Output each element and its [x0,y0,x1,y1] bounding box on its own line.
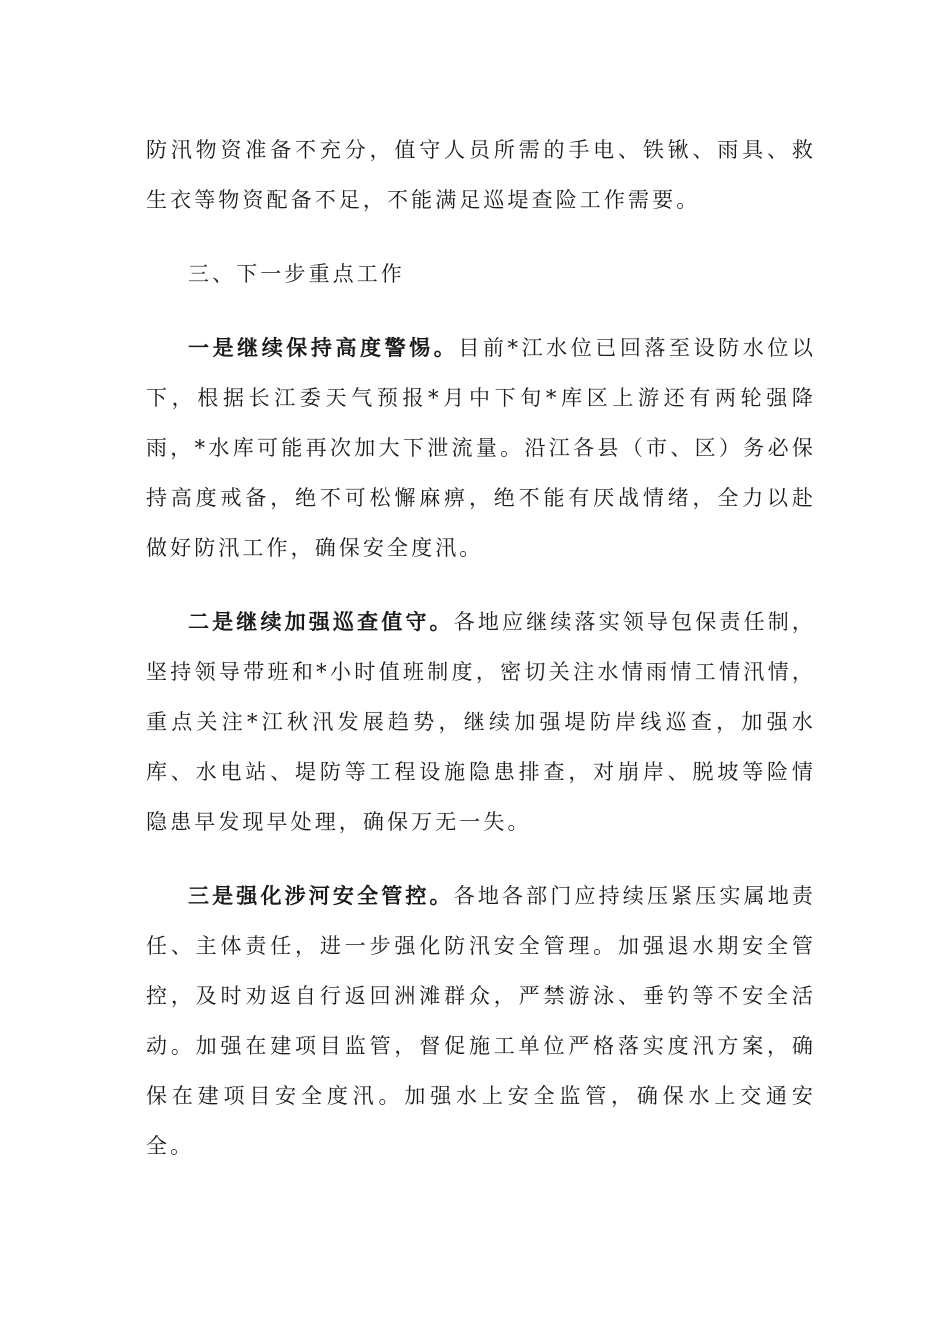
spacer [146,299,816,323]
item-body-2: 各地应继续落实领导包保责任制，坚持领导带班和*小时值班制度，密切关注水情雨情工情汛情，重点关注*江秋汛发展趋势，继续加强堤防岸线巡查，加强水库、水电站、堤防等工程设施隐患排查，对崩岸、脱坡等险情隐患早发现早处理，确保万无一失。 [146,610,816,834]
spacer [146,573,816,597]
intro-paragraph: 防汛物资准备不充分，值守人员所需的手电、铁锹、雨具、救生衣等物资配备不足，不能满足巡堤查险工作需要。 [146,138,816,212]
section-heading: 三、下一步重点工作 [188,262,405,286]
item-paragraph-1 [146,323,816,573]
item-lead-1: 一是继续保持高度警惕。 [188,335,459,360]
spacer [146,225,816,249]
item-lead-3: 三是强化涉河安全管控。 [188,883,454,908]
item-paragraph-3 [146,871,816,1171]
document-page [146,125,816,1171]
item-paragraph-2 [146,597,816,847]
item-lead-2: 二是继续加强巡查值守。 [188,609,454,634]
item-body-3: 各地各部门应持续压紧压实属地责任、主体责任，进一步强化防汛安全管理。加强退水期安全管控，及时劝返自行返回洲滩群众，严禁游泳、垂钓等不安全活动。加强在建项目监管，督促施工单位严格落实度汛方案，确保在建项目安全度汛。加强水上安全监管，确保水上交通安全。 [146,884,816,1158]
spacer [146,847,816,871]
item-body-1: 目前*江水位已回落至设防水位以下，根据长江委天气预报*月中下旬*库区上游还有两轮强降雨，*水库可能再次加大下泄流量。沿江各县（市、区）务必保持高度戒备，绝不可松懈麻痹，绝不能有厌战情绪，全力以赴做好防汛工作，确保安全度汛。 [146,336,817,560]
